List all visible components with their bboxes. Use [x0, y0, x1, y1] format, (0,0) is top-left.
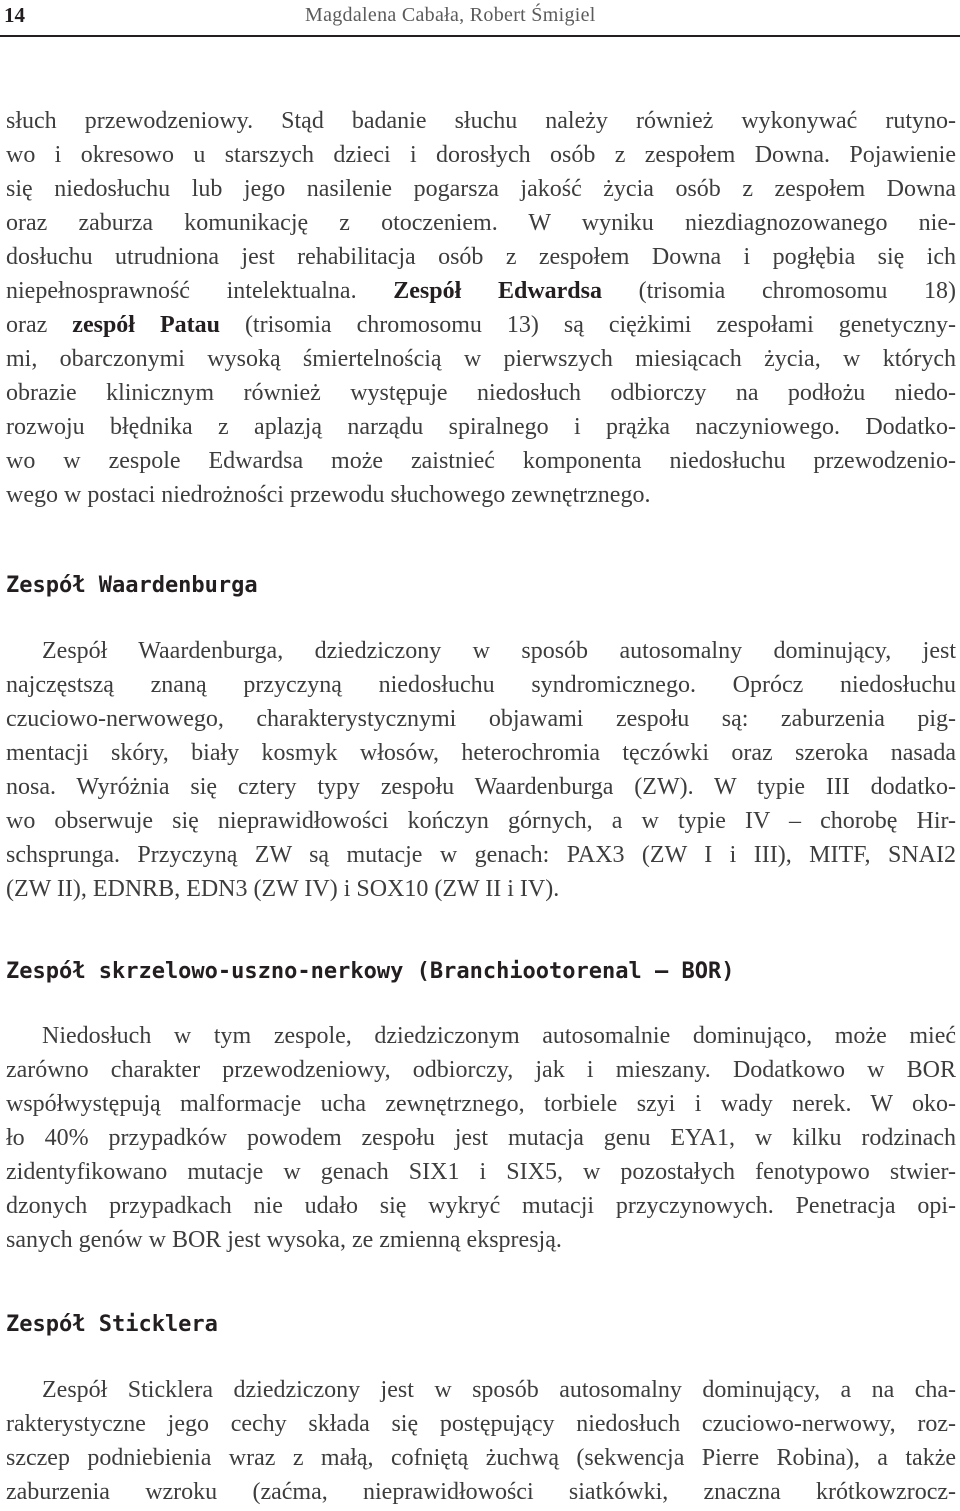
text-line: dzonych przypadkach nie udało się wykryć mutacji przyczynowych. Penetracja opi-	[6, 1193, 956, 1219]
text-line: się niedosłuchu lub jego nasilenie pogarsza jakość życia osób z zespołem Downa	[6, 176, 956, 202]
intro-paragraph	[6, 104, 956, 512]
text-line: rakterystyczne jego cechy składa się postępujący niedosłuch czuciowo-nerwowy, roz-	[6, 1411, 956, 1437]
text-line: zaburzenia wzroku (zaćma, nieprawidłowości siatkówki, znaczna krótkowzrocz-	[6, 1479, 956, 1505]
text-line: najczęstszą znaną przyczyną niedosłuchu syndromicznego. Oprócz niedosłuchu	[6, 672, 956, 698]
text-run: Niedosłuch w tym zespole, dziedziczonym autosomalnie dominująco, może mieć	[42, 1023, 956, 1049]
text-run: oraz	[6, 312, 73, 338]
term-edwards-syndrome: Zespół Edwardsa	[393, 278, 602, 304]
text-line: wo obserwuje się nieprawidłowości kończyn górnych, a w typie IV – chorobę Hir-	[6, 808, 956, 834]
section-paragraph-stickler	[6, 1373, 956, 1509]
header-rule	[0, 35, 960, 37]
text-line: wo w zespole Edwardsa może zaistnieć komponenta niedosłuchu przewodzenio-	[6, 448, 956, 474]
page-header	[0, 0, 960, 36]
text-line: rozwoju błędnika z aplazją narządu spiralnego i prążka naczyniowego. Dodatko-	[6, 414, 956, 440]
text-line: mentacji skóry, biały kosmyk włosów, heterochromia tęczówki oraz szeroka nasada	[6, 740, 956, 766]
text-line: mi, obarczonymi wysoką śmiertelnością w pierwszych miesiącach życia, w których	[6, 346, 956, 372]
text-run: Zespół Sticklera dziedziczony jest w sposób autosomalny dominujący, a na cha-	[42, 1377, 956, 1403]
text-line: oraz zaburza komunikację z otoczeniem. W wyniku niezdiagnozowanego nie-	[6, 210, 956, 236]
section-heading-waardenburg: Zespół Waardenburga	[6, 573, 258, 598]
text-run: (trisomia chromosomu 18)	[602, 278, 956, 304]
section-paragraph-bor	[6, 1019, 956, 1257]
text-line: słuch przewodzeniowy. Stąd badanie słuchu należy również wykonywać rutyno-	[6, 108, 956, 134]
text-line: zarówno charakter przewodzeniowy, odbiorczy, jak i mieszany. Dodatkowo w BOR	[6, 1057, 956, 1083]
text-line	[6, 634, 956, 668]
text-line: ło 40% przypadków powodem zespołu jest mutacja genu EYA1, w kilku rodzinach	[6, 1125, 956, 1151]
text-line	[6, 1019, 956, 1053]
text-line: wo i okresowo u starszych dzieci i dorosłych osób z zespołem Downa. Pojawienie	[6, 142, 956, 168]
text-line: współwystępują malformacje ucha zewnętrznego, torbiele szyi i wady nerek. W oko-	[6, 1091, 956, 1117]
text-line: czuciowo-nerwowego, charakterystycznymi objawami zespołu są: zaburzenia pig-	[6, 706, 956, 732]
term-patau-syndrome: zespół Patau	[72, 312, 220, 338]
text-line: szczep podniebienia wraz z małą, cofniętą żuchwą (sekwencja Pierre Robina), a także	[6, 1445, 956, 1471]
running-head: Magdalena Cabała, Robert Śmigiel	[305, 4, 596, 26]
text-line: (ZW II), EDNRB, EDN3 (ZW IV) i SOX10 (ZW II i IV).	[6, 876, 560, 902]
text-line: schsprunga. Przyczyną ZW są mutacje w genach: PAX3 (ZW I i III), MITF, SNAI2	[6, 842, 956, 868]
text-run: Zespół Waardenburga, dziedziczony w sposób autosomalny dominujący, jest	[42, 638, 956, 664]
text-line: sanych genów w BOR jest wysoka, ze zmienną ekspresją.	[6, 1227, 562, 1253]
text-line: wego w postaci niedrożności przewodu słuchowego zewnętrznego.	[6, 482, 651, 508]
text-line	[6, 274, 956, 308]
text-line	[6, 308, 956, 342]
text-line: obrazie klinicznym również występuje niedosłuch odbiorczy na podłożu niedo-	[6, 380, 956, 406]
section-heading-bor: Zespół skrzelowo-uszno-nerkowy (Branchiootorenal – BOR)	[6, 959, 735, 984]
page-number: 14	[4, 3, 25, 27]
text-line: nosa. Wyróżnia się cztery typy zespołu Waardenburga (ZW). W typie III dodatko-	[6, 774, 956, 800]
text-run: niepełnosprawność intelektualna.	[6, 278, 394, 304]
section-paragraph-waardenburg	[6, 634, 956, 906]
section-heading-stickler: Zespół Sticklera	[6, 1312, 218, 1337]
text-line: dosłuchu utrudniona jest rehabilitacja osób z zespołem Downa i pogłębia się ich	[6, 244, 956, 270]
text-run: (trisomia chromosomu 13) są ciężkimi zespołami genetyczny-	[219, 312, 957, 338]
text-line	[6, 1373, 956, 1407]
text-line: zidentyfikowano mutacje w genach SIX1 i SIX5, w pozostałych fenotypowo stwier-	[6, 1159, 956, 1185]
